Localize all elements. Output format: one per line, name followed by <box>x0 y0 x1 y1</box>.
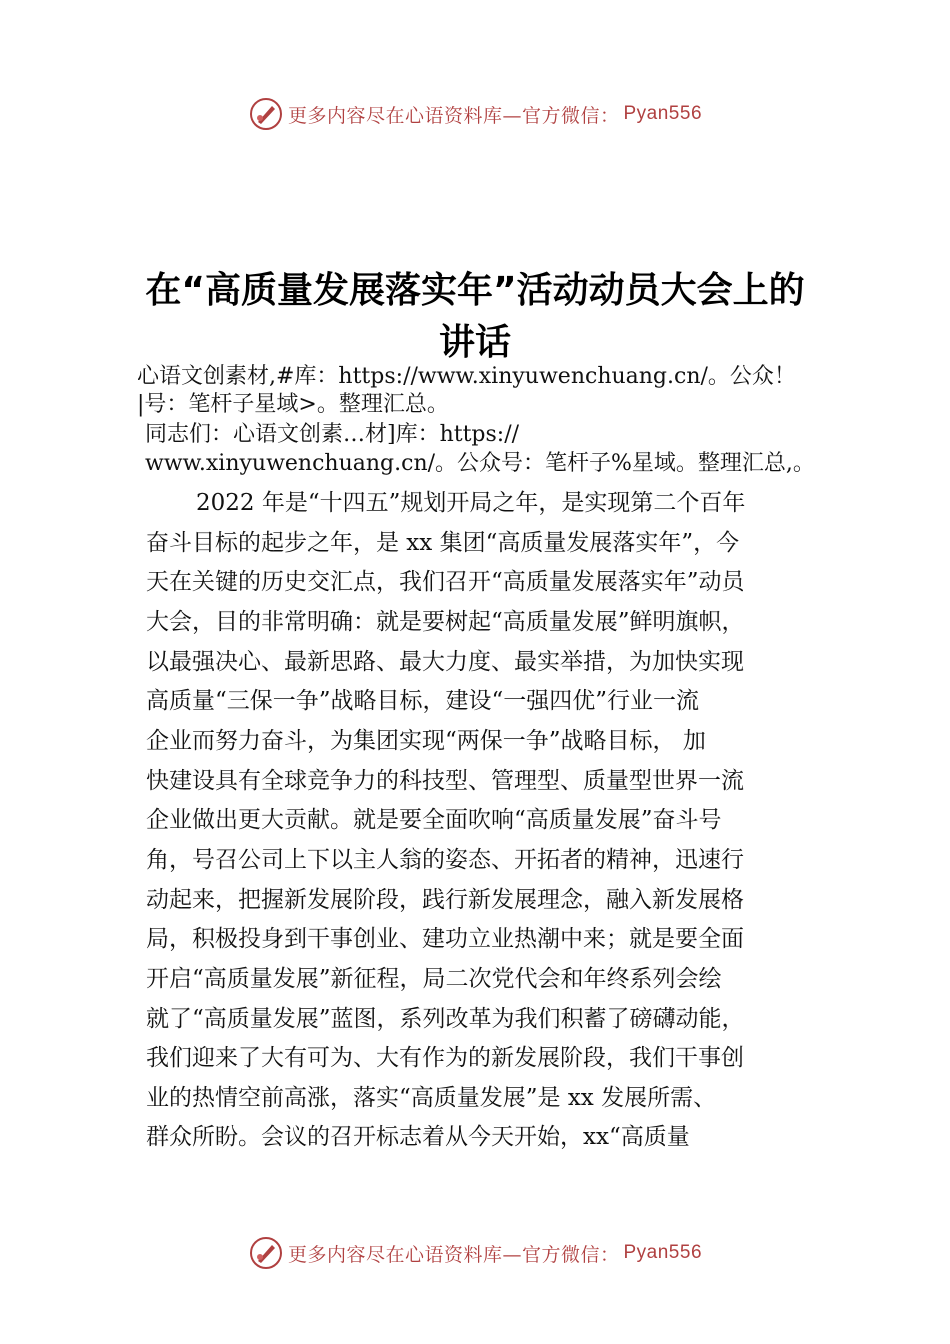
body-line: 我们迎来了大有可为、大有作为的新发展阶段，我们干事创 <box>146 1045 744 1071</box>
body-line: 群众所盼。会议的召开标志着从今天开始，xx“高质量 <box>146 1124 690 1150</box>
watermark-wechat-id: Pyan556 <box>623 103 703 124</box>
body-line: 以最强决心、最新思路、最大力度、最实举措，为加快实现 <box>146 649 744 675</box>
body-line: 奋斗目标的起步之年，是 xx 集团“高质量发展落实年”，今 <box>146 530 740 556</box>
source-note-line: |号：笔杆子星域>。整理汇总。 <box>137 392 449 417</box>
watermark-text: 更多内容尽在心语资料库—官方微信： <box>287 1243 620 1266</box>
body-line: 天在关键的历史交汇点，我们召开“高质量发展落实年”动员 <box>146 569 745 595</box>
body-line: 业的热情空前高涨，落实“高质量发展”是 xx 发展所需、 <box>146 1085 717 1111</box>
source-note-line: 同志们：心语文创素…材]库：https:// <box>145 422 520 447</box>
body-line: 就了“高质量发展”蓝图，系列改革为我们积蓄了磅礴动能， <box>146 1006 745 1032</box>
document-title-line-1: 在“高质量发展落实年”活动动员大会上的 <box>145 270 805 311</box>
body-line: 局，积极投身到干事创业、建功立业热潮中来；就是要全面 <box>146 926 744 952</box>
pen-logo-icon <box>248 1235 284 1271</box>
watermark-text: 更多内容尽在心语资料库—官方微信： <box>287 104 620 127</box>
footer-watermark <box>0 1233 950 1273</box>
watermark-wechat-id: Pyan556 <box>623 1242 703 1263</box>
body-line: 角，号召公司上下以主人翁的姿态、开拓者的精神，迅速行 <box>146 847 744 873</box>
source-note-line: 心语文创素材,#库：https://www.xinyuwenchuang.cn/。公众！ <box>137 364 796 389</box>
pen-logo-icon <box>248 96 284 132</box>
document-title-line-2: 讲话 <box>438 322 511 363</box>
source-note-line: www.xinyuwenchuang.cn/。公众号：笔杆子%星域。整理汇总,。 <box>145 451 815 476</box>
body-line: 企业而努力奋斗，为集团实现“两保一争”战略目标， 加 <box>146 728 706 754</box>
body-line: 高质量“三保一争”战略目标，建设“一强四优”行业一流 <box>146 688 700 714</box>
body-line: 快建设具有全球竞争力的科技型、管理型、质量型世界一流 <box>146 768 744 794</box>
body-line: 开启“高质量发展”新征程，局二次党代会和年终系列会绘 <box>146 966 722 992</box>
body-line: 动起来，把握新发展阶段，践行新发展理念，融入新发展格 <box>146 887 744 913</box>
header-watermark <box>0 94 950 134</box>
body-line: 2022 年是“十四五”规划开局之年，是实现第二个百年 <box>196 490 746 516</box>
body-line: 企业做出更大贡献。就是要全面吹响“高质量发展”奋斗号 <box>146 807 722 833</box>
body-line: 大会，目的非常明确：就是要树起“高质量发展”鲜明旗帜， <box>146 609 745 635</box>
